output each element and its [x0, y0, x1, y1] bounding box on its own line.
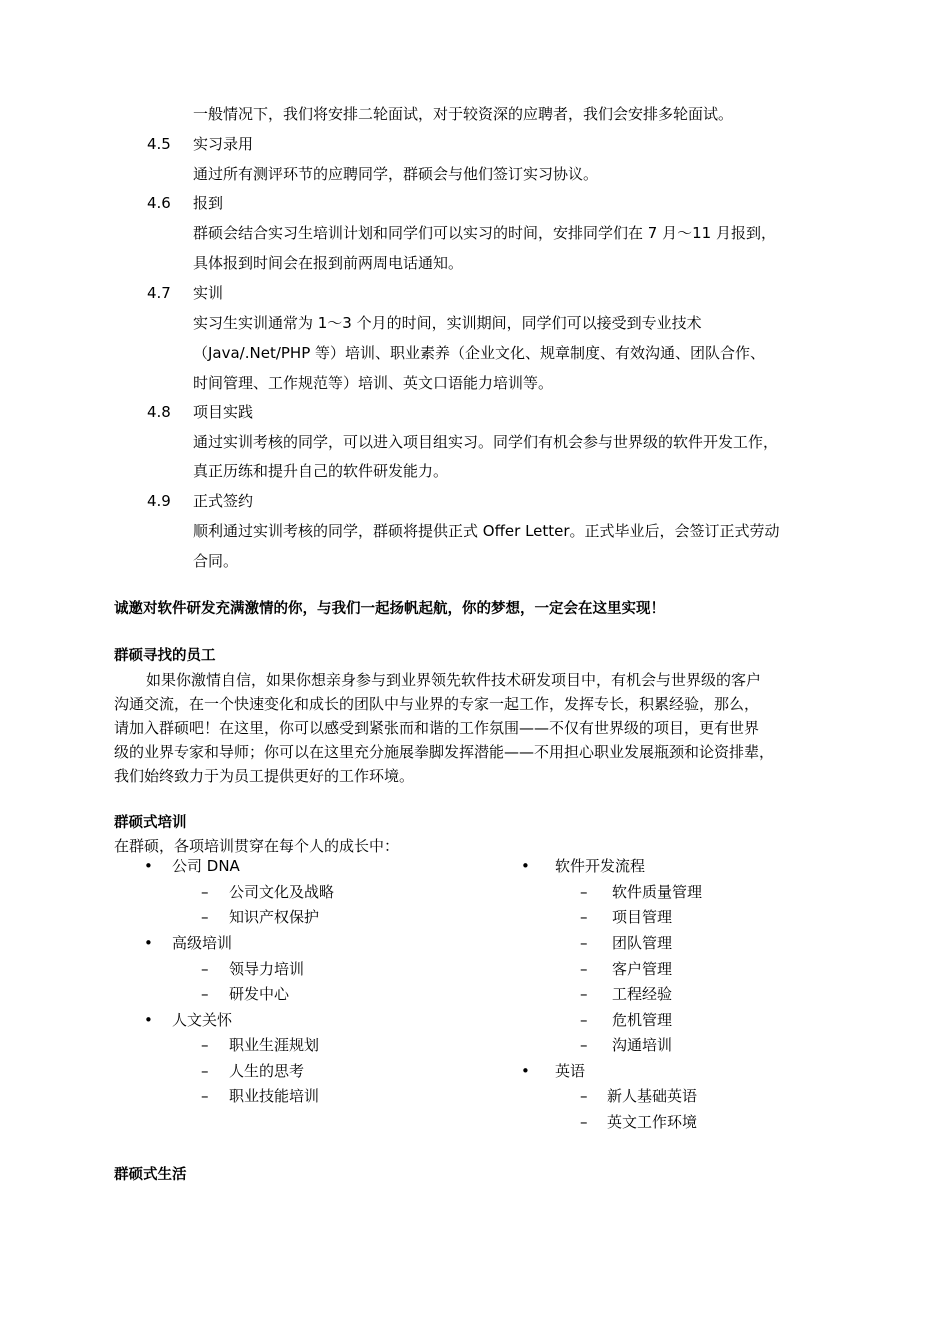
- step-number: 4.5: [147, 135, 171, 153]
- step-text: 具体报到时间会在报到前两周电话通知。: [193, 254, 464, 272]
- dash-icon: –: [201, 1036, 209, 1054]
- step-text: 通过所有测评环节的应聘同学，群硕会与他们签订实习协议。: [193, 165, 599, 183]
- step-text: 通过实训考核的同学，可以进入项目组实习。同学们有机会参与世界级的软件开发工作，: [193, 433, 779, 451]
- dash-icon: –: [580, 908, 588, 926]
- step-number: 4.8: [147, 403, 171, 421]
- invitation-line: 诚邀对软件研发充满激情的你，与我们一起扬帆起航，你的梦想，一定会在这里实现！: [114, 601, 665, 617]
- employee-paragraph-line: 请加入群硕吧！在这里，你可以感受到紧张而和谐的工作氛围——不仅有世界级的项目，更有世界: [114, 719, 760, 737]
- dash-icon: –: [580, 985, 588, 1003]
- dash-icon: –: [201, 960, 209, 978]
- training-item: 职业技能培训: [229, 1087, 320, 1105]
- step-text: 合同。: [193, 552, 239, 570]
- training-category: 公司 DNA: [172, 857, 240, 875]
- bullet-icon: •: [144, 934, 153, 952]
- dash-icon: –: [201, 985, 209, 1003]
- step-text: 实习生实训通常为 1～3 个月的时间，实训期间，同学们可以接受到专业技术: [193, 314, 702, 332]
- dash-icon: –: [580, 934, 588, 952]
- dash-icon: –: [580, 883, 588, 901]
- step-text: 顺利通过实训考核的同学，群硕将提供正式 Offer Letter。正式毕业后，会签订正式劳动: [193, 522, 780, 540]
- dash-icon: –: [201, 1087, 209, 1105]
- step-text: （Java/.Net/PHP 等）培训、职业素养（企业文化、规章制度、有效沟通、团队合作、: [193, 344, 766, 362]
- bullet-icon: •: [144, 857, 153, 875]
- dash-icon: –: [201, 883, 209, 901]
- training-item: 危机管理: [612, 1011, 673, 1029]
- employee-paragraph-line: 级的业界专家和导师；你可以在这里充分施展拳脚发挥潜能——不用担心职业发展瓶颈和论资排辈，: [114, 743, 775, 761]
- training-item: 职业生涯规划: [229, 1036, 320, 1054]
- training-item: 英文工作环境: [607, 1113, 698, 1131]
- step-number: 4.6: [147, 194, 171, 212]
- training-item: 工程经验: [612, 985, 673, 1003]
- step-number: 4.9: [147, 492, 171, 510]
- step-title: 实习录用: [193, 135, 254, 153]
- training-item: 客户管理: [612, 960, 673, 978]
- step-text: 真正历练和提升自己的软件研发能力。: [193, 462, 449, 480]
- training-item: 新人基础英语: [607, 1087, 698, 1105]
- step-text: 群硕会结合实习生培训计划和同学们可以实习的时间，安排同学们在 7 月～11 月报到，: [193, 224, 776, 242]
- bullet-icon: •: [144, 1011, 153, 1029]
- training-item: 知识产权保护: [229, 908, 320, 926]
- dash-icon: –: [580, 960, 588, 978]
- dash-icon: –: [580, 1113, 588, 1131]
- training-item: 软件质量管理: [612, 883, 703, 901]
- training-item: 项目管理: [612, 908, 673, 926]
- training-item: 人生的思考: [229, 1062, 305, 1080]
- dash-icon: –: [580, 1036, 588, 1054]
- training-category: 人文关怀: [172, 1011, 233, 1029]
- interview-note: 一般情况下，我们将安排二轮面试，对于较资深的应聘者，我们会安排多轮面试。: [193, 105, 734, 123]
- bullet-icon: •: [521, 1062, 530, 1080]
- section-heading-training: 群硕式培训: [114, 815, 187, 831]
- step-number: 4.7: [147, 284, 171, 302]
- training-item: 沟通培训: [612, 1036, 673, 1054]
- training-item: 团队管理: [612, 934, 673, 952]
- training-item: 公司文化及战略: [229, 883, 335, 901]
- dash-icon: –: [580, 1087, 588, 1105]
- training-category: 英语: [555, 1062, 586, 1080]
- employee-paragraph-line: 沟通交流，在一个快速变化和成长的团队中与业界的专家一起工作，发挥专长，积累经验，那么，: [114, 695, 760, 713]
- employee-paragraph-line: 我们始终致力于为员工提供更好的工作环境。: [114, 767, 415, 785]
- dash-icon: –: [580, 1011, 588, 1029]
- training-intro: 在群硕，各项培训贯穿在每个人的成长中：: [114, 837, 400, 855]
- step-text: 时间管理、工作规范等）培训、英文口语能力培训等。: [193, 374, 554, 392]
- bullet-icon: •: [521, 857, 530, 875]
- step-title: 实训: [193, 284, 224, 302]
- step-title: 报到: [193, 194, 224, 212]
- dash-icon: –: [201, 1062, 209, 1080]
- training-item: 研发中心: [229, 985, 290, 1003]
- employee-paragraph-line: 如果你激情自信，如果你想亲身参与到业界领先软件技术研发项目中，有机会与世界级的客户: [146, 671, 762, 689]
- step-title: 项目实践: [193, 403, 254, 421]
- section-heading-life: 群硕式生活: [114, 1167, 187, 1183]
- step-title: 正式签约: [193, 492, 254, 510]
- training-category: 软件开发流程: [555, 857, 646, 875]
- training-category: 高级培训: [172, 934, 233, 952]
- section-heading-employee: 群硕寻找的员工: [114, 648, 216, 664]
- dash-icon: –: [201, 908, 209, 926]
- training-item: 领导力培训: [229, 960, 305, 978]
